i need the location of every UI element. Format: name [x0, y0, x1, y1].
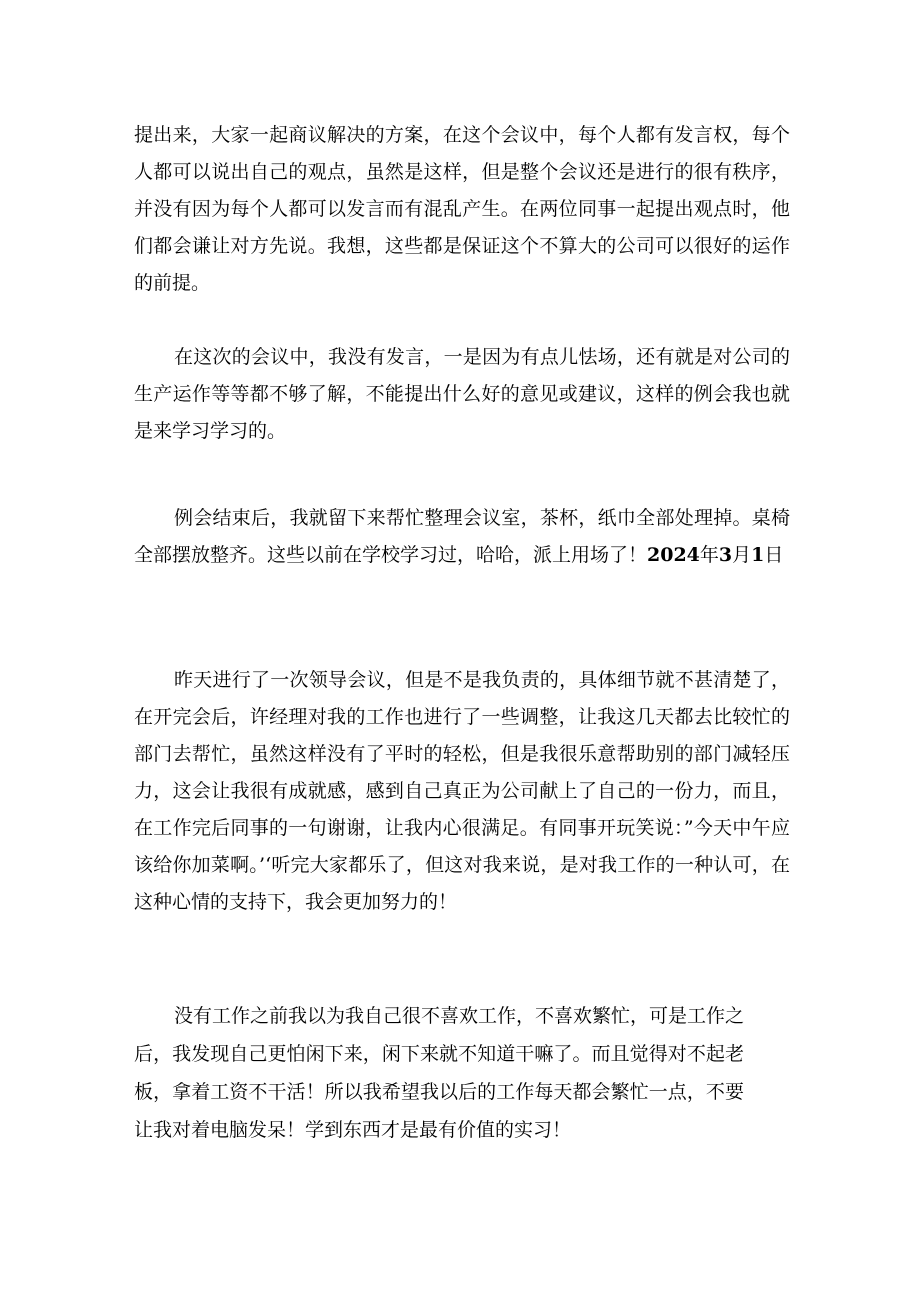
paragraph-2: 在这次的会议中，我没有发言，一是因为有点儿怯场，还有就是对公司的生产运作等等都不够了解，不能提出什么好的意见或建议，这样的例会我也就是来学习学习的。 [134, 346, 790, 442]
date-year: 2024 [647, 544, 700, 566]
paragraph-5: 没有工作之前我以为我自己很不喜欢工作，不喜欢繁忙，可是工作之后，我发现自己更怕闲下来，闲下来就不知道干嘛了。而且觉得对不起老板，拿着工资不干活！所以我希望我以后的工作每天都会繁忙一点，不要让我对着电脑发呆！学到东西才是最有价值的实习！ [134, 1005, 745, 1141]
paragraph-1: 提出来，大家一起商议解决的方案，在这个会议中，每个人都有发言权，每个人都可以说出自己的观点，虽然是这样，但是整个会议还是进行的很有秩序，并没有因为每个人都可以发言而有混乱产生。在两位同事一起提出观点时，他们都会谦让对方先说。我想，这些都是保证这个不算大的公司可以很好的运作的前提。 [134, 124, 790, 294]
date-day: 1 [751, 544, 765, 566]
date-month: 3 [718, 544, 733, 566]
date-year-unit: 年 [699, 544, 719, 566]
paragraph-3-text: 例会结束后，我就留下来帮忙整理会议室，茶杯，纸巾全部处理掉。桌椅全部摆放整齐。这些以前在学校学习过，哈哈，派上用场了！ [134, 507, 790, 566]
date-month-unit: 月 [732, 544, 752, 566]
paragraph-4: 昨天进行了一次领导会议，但是不是我负责的，具体细节就不甚清楚了，在开完会后，许经理对我的工作也进行了一些调整，让我这几天都去比较忙的部门去帮忙，虽然这样没有了平时的轻松，但是我很乐意帮助别的部门减轻压力，这会让我很有成就感，感到自己真正为公司献上了自己的一份力，而且，在工作完后同事的一句谢谢，让我内心很满足。有同事开玩笑说：”今天中午应该给你加菜啊。’‘听完大家都乐了，但这对我来说，是对我工作的一种认可，在这种心情的支持下，我会更加努力的！ [134, 669, 790, 913]
paragraph-3 [134, 500, 790, 574]
date-day-unit: 日 [764, 544, 784, 566]
